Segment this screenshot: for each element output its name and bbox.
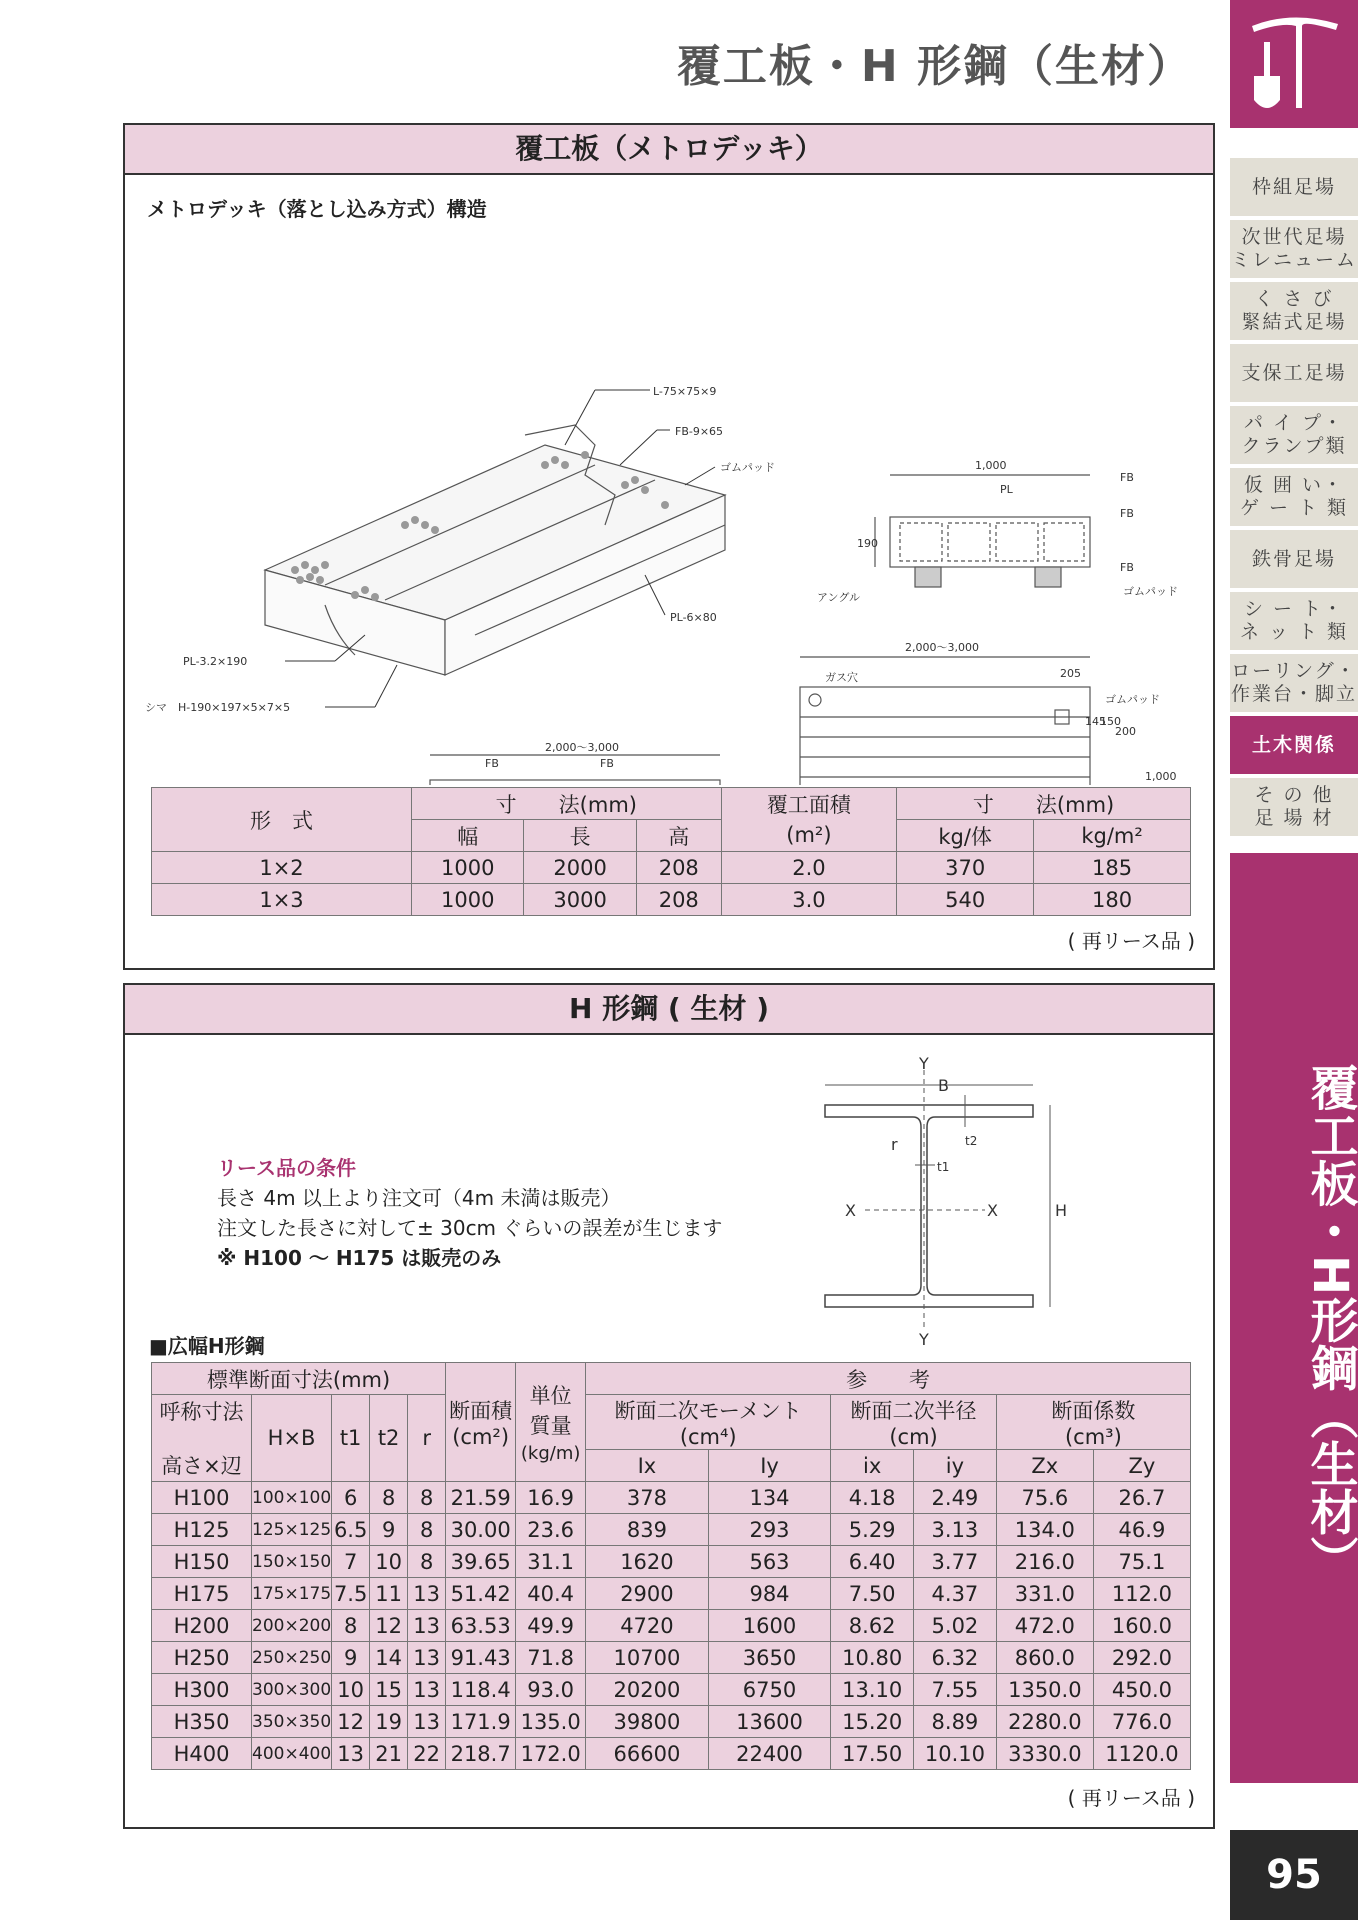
th-standard-dims: 標準断面寸法(mm) [152, 1363, 446, 1395]
cell-Zx: 1350.0 [996, 1674, 1093, 1706]
th-area-unit: (m²) [721, 820, 896, 852]
cell-t2: 21 [370, 1738, 408, 1770]
cell-Ix: 39800 [586, 1706, 709, 1738]
sidebar-item-8[interactable]: ローリング・ 作業台・脚立 [1230, 654, 1358, 712]
th-unit-weight: 単位 質量 (kg/m) [516, 1363, 586, 1482]
cell-l: 2000 [524, 852, 636, 884]
cell-r: 13 [408, 1642, 446, 1674]
cell-area: 3.0 [721, 884, 896, 916]
condition-line-3: ※ H100 ～ H175 は販売のみ [217, 1246, 502, 1270]
cell-w: 16.9 [516, 1482, 586, 1514]
cell-w: 40.4 [516, 1578, 586, 1610]
label-span-side: 2,000～3,000 [545, 741, 619, 754]
sidebar-item-5[interactable]: 仮 囲 い・ ゲ ー ト 類 [1230, 468, 1358, 526]
cell-l: 3000 [524, 884, 636, 916]
cell-Zy: 160.0 [1093, 1610, 1190, 1642]
label-rubber-pad: ゴムパッド [720, 461, 775, 474]
page-title: 覆工板・H 形鋼（生材） [676, 41, 1193, 92]
cell-t2: 10 [370, 1546, 408, 1578]
th-reference: 参 考 [586, 1363, 1191, 1395]
cell-Iy: 563 [708, 1546, 831, 1578]
cell-ix: 10.80 [831, 1642, 914, 1674]
hbeam-table-caption: ■広幅H形鋼 [149, 1334, 265, 1358]
sidebar-item-10[interactable]: そ の 他 足 場 材 [1230, 778, 1358, 836]
cell-area: 30.00 [446, 1514, 516, 1546]
th-Iy: Iy [708, 1450, 831, 1482]
cell-t2: 8 [370, 1482, 408, 1514]
cell-area: 39.65 [446, 1546, 516, 1578]
cell-r: 13 [408, 1610, 446, 1642]
sidebar-vertical-title: 覆工板・H形鋼（生材） [1302, 1062, 1358, 1584]
cell-t1: 6 [332, 1482, 370, 1514]
cell-Ix: 10700 [586, 1642, 709, 1674]
cell-w: 135.0 [516, 1706, 586, 1738]
sidebar-item-3[interactable]: 支保工足場 [1230, 344, 1358, 402]
th-type: 形 式 [152, 788, 412, 852]
cell-t2: 12 [370, 1610, 408, 1642]
label-pl-6: PL-6×80 [670, 611, 717, 624]
sidebar-item-0[interactable]: 枠組足場 [1230, 158, 1358, 216]
sidebar-item-4[interactable]: パ イ プ・ クランプ類 [1230, 406, 1358, 464]
label-h-section: シマ H-190×197×5×7×5 [145, 701, 291, 714]
cell-name: H400 [152, 1738, 252, 1770]
sidebar-item-1[interactable]: 次世代足場 ミレニューム [1230, 220, 1358, 278]
deck-subtitle: メトロデッキ（落とし込み方式）構造 [147, 197, 487, 221]
cell-h: 208 [636, 884, 721, 916]
sidebar-item-2[interactable]: く さ び 緊結式足場 [1230, 282, 1358, 340]
label-rubber-pad-2: ゴムパッド [1123, 585, 1178, 598]
th-kg-unit: kg/体 [897, 820, 1034, 852]
cell-iy: 4.37 [914, 1578, 997, 1610]
cell-Iy: 22400 [708, 1738, 831, 1770]
cell-Zy: 776.0 [1093, 1706, 1190, 1738]
rental-conditions [217, 1153, 722, 1273]
cell-Zy: 1120.0 [1093, 1738, 1190, 1770]
cell-r: 8 [408, 1482, 446, 1514]
cell-w: 31.1 [516, 1546, 586, 1578]
cell-ix: 4.18 [831, 1482, 914, 1514]
label-t2: t2 [965, 1134, 978, 1148]
cell-t2: 9 [370, 1514, 408, 1546]
hbeam-spec-table [151, 1362, 1191, 1770]
cell-Zx: 331.0 [996, 1578, 1093, 1610]
deck-section [123, 123, 1215, 970]
cell-iy: 6.32 [914, 1642, 997, 1674]
hbeam-table-row [152, 1738, 1191, 1770]
cell-iy: 8.89 [914, 1706, 997, 1738]
cell-Iy: 6750 [708, 1674, 831, 1706]
cell-Zy: 75.1 [1093, 1546, 1190, 1578]
cell-t1: 13 [332, 1738, 370, 1770]
hbeam-table-row [152, 1514, 1191, 1546]
cell-t1: 8 [332, 1610, 370, 1642]
sidebar-item-7[interactable]: シ ー ト・ ネ ッ ト 類 [1230, 592, 1358, 650]
cell-iy: 3.77 [914, 1546, 997, 1578]
deck-table-row [152, 884, 1191, 916]
hbeam-table-row [152, 1546, 1191, 1578]
cell-name: H150 [152, 1546, 252, 1578]
cell-area: 63.53 [446, 1610, 516, 1642]
cell-type: 1×3 [152, 884, 412, 916]
th-dimension: 寸 法(mm) [412, 788, 722, 820]
cell-r: 13 [408, 1706, 446, 1738]
sidebar-item-9[interactable]: 土木関係 [1230, 716, 1358, 774]
cell-name: H175 [152, 1578, 252, 1610]
label-fb-1: FB [1120, 471, 1134, 484]
hbeam-table-row [152, 1482, 1191, 1514]
label-width-1000: 1,000 [975, 459, 1007, 472]
cell-name: H100 [152, 1482, 252, 1514]
th-nominal: 呼称寸法 高さ×辺 [152, 1395, 252, 1482]
cell-Iy: 134 [708, 1482, 831, 1514]
th-weight: 寸 法(mm) [897, 788, 1191, 820]
cell-t2: 19 [370, 1706, 408, 1738]
sidebar-item-6[interactable]: 鉄骨足場 [1230, 530, 1358, 588]
th-hb: H×B [252, 1395, 332, 1482]
brand-logo [1230, 0, 1358, 128]
cell-Zx: 216.0 [996, 1546, 1093, 1578]
cell-hb: 200×200 [252, 1610, 332, 1642]
cell-Ix: 20200 [586, 1674, 709, 1706]
th-Zx: Zx [996, 1450, 1093, 1482]
label-l-angle: L-75×75×9 [653, 385, 717, 398]
cell-Iy: 293 [708, 1514, 831, 1546]
th-sectional-area: 断面積 (cm²) [446, 1363, 516, 1482]
th-ix-radius: ix [831, 1450, 914, 1482]
cell-t1: 9 [332, 1642, 370, 1674]
cell-ix: 13.10 [831, 1674, 914, 1706]
isometric-deck-drawing [265, 425, 725, 675]
cell-hb: 100×100 [252, 1482, 332, 1514]
label-205: 205 [1060, 667, 1081, 680]
cell-type: 1×2 [152, 852, 412, 884]
th-radius: 断面二次半径 (cm) [831, 1395, 997, 1450]
cell-Iy: 3650 [708, 1642, 831, 1674]
cell-name: H350 [152, 1706, 252, 1738]
cell-hb: 150×150 [252, 1546, 332, 1578]
cell-name: H125 [152, 1514, 252, 1546]
cell-t2: 11 [370, 1578, 408, 1610]
deck-spec-table [151, 787, 1191, 916]
cell-r: 13 [408, 1674, 446, 1706]
cell-ix: 7.50 [831, 1578, 914, 1610]
th-width: 幅 [412, 820, 524, 852]
conditions-title: リース品の条件 [217, 1156, 356, 1180]
cell-t1: 7 [332, 1546, 370, 1578]
th-r: r [408, 1395, 446, 1482]
label-145: 145 [1085, 715, 1106, 728]
condition-line-2: 注文した長さに対して± 30cm ぐらいの誤差が生じます [217, 1216, 723, 1240]
label-h: H [1055, 1201, 1068, 1220]
cell-area: 218.7 [446, 1738, 516, 1770]
th-height: 高 [636, 820, 721, 852]
label-x-left: X [845, 1201, 856, 1220]
label-rubber-pad-3: ゴムパッド [1105, 693, 1160, 706]
h-beam-section-diagram [815, 1055, 1095, 1345]
label-fb-6: FB [485, 757, 499, 770]
deck-structure-drawing [125, 225, 1213, 785]
cell-iy: 10.10 [914, 1738, 997, 1770]
cell-t1: 10 [332, 1674, 370, 1706]
label-h190: 190 [857, 537, 878, 550]
cell-kgm2: 180 [1034, 884, 1191, 916]
cell-t2: 14 [370, 1642, 408, 1674]
cell-h: 208 [636, 852, 721, 884]
cell-Ix: 839 [586, 1514, 709, 1546]
condition-line-1: 長さ 4m 以上より注文可（4m 未満は販売） [217, 1186, 621, 1210]
cell-kgm2: 185 [1034, 852, 1191, 884]
label-200: 200 [1115, 725, 1136, 738]
deck-rental-note: ( 再リース品 ) [1067, 929, 1195, 953]
cell-hb: 125×125 [252, 1514, 332, 1546]
label-t1: t1 [937, 1160, 950, 1174]
cell-Zy: 46.9 [1093, 1514, 1190, 1546]
cell-Ix: 378 [586, 1482, 709, 1514]
cell-Zy: 292.0 [1093, 1642, 1190, 1674]
cell-Ix: 2900 [586, 1578, 709, 1610]
cell-Ix: 1620 [586, 1546, 709, 1578]
cell-name: H200 [152, 1610, 252, 1642]
th-length: 長 [524, 820, 636, 852]
hbeam-table-row [152, 1642, 1191, 1674]
deck-cross-section [875, 475, 1090, 587]
cell-Ix: 66600 [586, 1738, 709, 1770]
cell-w: 93.0 [516, 1674, 586, 1706]
page-number: 95 [1230, 1830, 1358, 1920]
hbeam-table-row [152, 1578, 1191, 1610]
label-y-top: Y [919, 1055, 929, 1073]
cell-w: 71.8 [516, 1642, 586, 1674]
cell-ix: 8.62 [831, 1610, 914, 1642]
cell-Iy: 984 [708, 1578, 831, 1610]
cell-t1: 6.5 [332, 1514, 370, 1546]
label-b: B [938, 1076, 949, 1095]
cell-area: 171.9 [446, 1706, 516, 1738]
label-y-bottom: Y [919, 1330, 929, 1345]
cell-t1: 12 [332, 1706, 370, 1738]
th-iy-radius: iy [914, 1450, 997, 1482]
cell-Iy: 1600 [708, 1610, 831, 1642]
th-Ix: Ix [586, 1450, 709, 1482]
th-kgm2: kg/m² [1034, 820, 1191, 852]
cell-ix: 15.20 [831, 1706, 914, 1738]
cell-hb: 400×400 [252, 1738, 332, 1770]
label-angle-1: アングル [817, 591, 861, 604]
cell-w: 23.6 [516, 1514, 586, 1546]
cell-Zx: 472.0 [996, 1610, 1093, 1642]
label-width-1000-plan: 1,000 [1145, 770, 1177, 783]
cell-Zx: 134.0 [996, 1514, 1093, 1546]
cell-ix: 17.50 [831, 1738, 914, 1770]
cell-hb: 300×300 [252, 1674, 332, 1706]
cell-area: 91.43 [446, 1642, 516, 1674]
cell-Zx: 860.0 [996, 1642, 1093, 1674]
cell-t2: 15 [370, 1674, 408, 1706]
cell-r: 8 [408, 1514, 446, 1546]
hbeam-table-row [152, 1610, 1191, 1642]
cell-kg: 370 [897, 852, 1034, 884]
label-pl-32: PL-3.2×190 [183, 655, 248, 668]
sidebar-section-band [1230, 853, 1358, 1783]
label-r: r [891, 1135, 898, 1154]
cell-area: 2.0 [721, 852, 896, 884]
deck-table-row [152, 852, 1191, 884]
cell-Iy: 13600 [708, 1706, 831, 1738]
hbeam-section [123, 983, 1215, 1829]
cell-w: 172.0 [516, 1738, 586, 1770]
cell-iy: 7.55 [914, 1674, 997, 1706]
cell-Zx: 2280.0 [996, 1706, 1093, 1738]
th-area: 覆工面積 [721, 788, 896, 820]
sidebar-nav [1230, 158, 1358, 840]
cell-r: 13 [408, 1578, 446, 1610]
cell-t1: 7.5 [332, 1578, 370, 1610]
cell-iy: 5.02 [914, 1610, 997, 1642]
label-gas-hole: ガス穴 [825, 671, 858, 684]
label-pl: PL [1000, 483, 1013, 496]
cell-iy: 3.13 [914, 1514, 997, 1546]
cell-w: 1000 [412, 884, 524, 916]
cell-ix: 6.40 [831, 1546, 914, 1578]
cell-iy: 2.49 [914, 1482, 997, 1514]
th-t2: t2 [370, 1395, 408, 1482]
th-Zy: Zy [1093, 1450, 1190, 1482]
cell-w: 1000 [412, 852, 524, 884]
cell-Zx: 75.6 [996, 1482, 1093, 1514]
deck-heading: 覆工板（メトロデッキ） [125, 125, 1213, 175]
cell-w: 49.9 [516, 1610, 586, 1642]
cell-Zy: 26.7 [1093, 1482, 1190, 1514]
cell-name: H250 [152, 1642, 252, 1674]
cell-r: 8 [408, 1546, 446, 1578]
label-fb-7: FB [600, 757, 614, 770]
cell-hb: 350×350 [252, 1706, 332, 1738]
th-moment: 断面二次モーメント (cm⁴) [586, 1395, 831, 1450]
hbeam-table-row [152, 1674, 1191, 1706]
hbeam-table-row [152, 1706, 1191, 1738]
hbeam-heading: H 形鋼 ( 生材 ) [125, 985, 1213, 1035]
cell-r: 22 [408, 1738, 446, 1770]
label-150: 150 [1100, 715, 1121, 728]
cell-name: H300 [152, 1674, 252, 1706]
cell-Ix: 4720 [586, 1610, 709, 1642]
cell-Zy: 450.0 [1093, 1674, 1190, 1706]
cell-ix: 5.29 [831, 1514, 914, 1546]
label-span-plan: 2,000～3,000 [905, 641, 979, 654]
cell-hb: 250×250 [252, 1642, 332, 1674]
label-fb-2: FB [1120, 507, 1134, 520]
label-x-right: X [987, 1201, 998, 1220]
cell-Zy: 112.0 [1093, 1578, 1190, 1610]
cell-area: 51.42 [446, 1578, 516, 1610]
label-fb-3: FB [1120, 561, 1134, 574]
cell-area: 21.59 [446, 1482, 516, 1514]
th-t1: t1 [332, 1395, 370, 1482]
deck-side-view [430, 755, 720, 785]
cell-kg: 540 [897, 884, 1034, 916]
hbeam-rental-note: ( 再リース品 ) [1067, 1786, 1195, 1810]
cell-area: 118.4 [446, 1674, 516, 1706]
cell-Zx: 3330.0 [996, 1738, 1093, 1770]
th-modulus: 断面係数 (cm³) [996, 1395, 1190, 1450]
shovel-pickaxe-icon [1242, 8, 1346, 120]
label-fb-spec: FB-9×65 [675, 425, 724, 438]
cell-hb: 175×175 [252, 1578, 332, 1610]
